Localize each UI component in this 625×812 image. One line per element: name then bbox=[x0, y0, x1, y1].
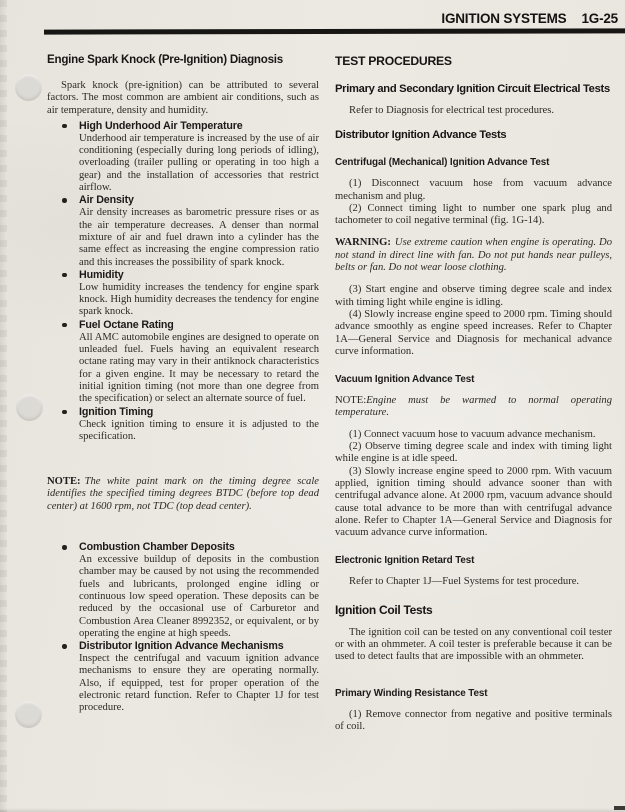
paragraph: Refer to Diagnosis for electrical test procedures. bbox=[349, 105, 555, 116]
step-paragraph: (3) Slowly increase engine speed to 2000 rpm. With vacuum applied, ignition timing should advance sooner than with centrifugal advance alone. At 2000 rpm, vacuum advance should cause total advance to be more than with centrifugal advance alone. Refer to Chapter 1A—General Service and Diagnosis for vacuum advance curve information. bbox=[335, 465, 612, 539]
torn-paper-edge bbox=[0, 0, 7, 812]
heading-vacuum-advance-test: Vacuum Ignition Advance Test bbox=[335, 374, 475, 386]
bullet-icon bbox=[62, 124, 67, 129]
step-paragraph: (1) Connect vacuum hose to vacuum advance mechanism. bbox=[349, 428, 596, 440]
step-paragraph: (3) Start engine and observe timing degree scale and index with timing light while engine is idling. bbox=[335, 284, 612, 308]
bullet-term: Ignition Timing bbox=[79, 405, 154, 418]
note-label: NOTE: bbox=[335, 395, 367, 407]
bullet-term: Combustion Chamber Deposits bbox=[79, 541, 235, 554]
bullet-icon bbox=[62, 198, 67, 203]
bullet-icon bbox=[62, 545, 67, 550]
list-item bbox=[79, 120, 319, 194]
warning-label: WARNING: bbox=[335, 237, 391, 249]
note-text: Engine must be warmed to normal operating temperature. bbox=[335, 395, 612, 419]
step-paragraph: (2) Observe timing degree scale and index with timing light while engine is at idle speed. bbox=[335, 441, 612, 465]
bullet-body: Underhood air temperature is increased by the use of air conditioning (especially during long periods of idling), overloading (trailer pulling or operating in too high a gear) and the installation of accessories that restrict airflow. bbox=[79, 132, 319, 194]
punch-hole bbox=[16, 394, 43, 421]
header-section-title: IGNITION SYSTEMS bbox=[441, 11, 567, 26]
heading-primary-winding-resistance-test: Primary Winding Resistance Test bbox=[335, 687, 488, 699]
heading-centrifugal-advance-test: Centrifugal (Mechanical) Ignition Advance Test bbox=[335, 157, 550, 169]
section-title-test-procedures: TEST PROCEDURES bbox=[335, 54, 452, 68]
bullet-term: Air Density bbox=[79, 194, 134, 207]
page-bottom-shadow bbox=[0, 808, 625, 812]
heading-electronic-retard-test: Electronic Ignition Retard Test bbox=[335, 555, 475, 567]
punch-hole bbox=[15, 74, 42, 101]
paragraph: The ignition coil can be tested on any conventional coil tester or with an ohmmeter. A coil tester is preferable because it can be used to detect faults that are impossible with an ohmmeter. bbox=[335, 626, 612, 663]
punch-hole bbox=[15, 701, 42, 728]
bullet-term: Fuel Octane Rating bbox=[79, 318, 174, 331]
section-title-spark-knock: Engine Spark Knock (Pre-Ignition) Diagnosis bbox=[47, 53, 283, 66]
bullet-body: Inspect the centrifugal and vacuum ignition advance mechanisms to ensure they are operating normally. Also, if equipped, test for proper operation of the electronic retard function. Refer to Chapter 1J for test procedure. bbox=[79, 653, 319, 714]
list-item bbox=[79, 541, 319, 640]
bullet-term: High Underhood Air Temperature bbox=[79, 119, 243, 132]
page-body bbox=[47, 52, 612, 806]
bullet-body: Low humidity increases the tendency for engine spark knock. High humidity decreases the tendency for engine spark knock. bbox=[79, 281, 319, 318]
left-column bbox=[47, 52, 319, 806]
bullet-icon bbox=[62, 273, 67, 278]
intro-paragraph: Spark knock (pre-ignition) can be attributed to several factors. The most common are ambient air conditions, such as air temperature, density and humidity. bbox=[47, 80, 319, 116]
bullet-term: Humidity bbox=[79, 268, 124, 281]
header-page-number: 1G-25 bbox=[581, 11, 618, 26]
list-item bbox=[79, 319, 319, 406]
paragraph: Refer to Chapter 1J—Fuel Systems for test procedure. bbox=[349, 576, 580, 588]
warning-paragraph bbox=[335, 237, 612, 274]
step-paragraph: (4) Slowly increase engine speed to 2000 rpm. Timing should advance smoothly as engine speed increases. Refer to Chapter 1A—General Service and Diagnosis for mechanical advance curve information. bbox=[335, 308, 612, 357]
header-rule bbox=[44, 28, 625, 34]
bullet-body: Air density increases as barometric pressure rises or as the air temperature decreases. A denser than normal mixture of air and fuel drawn into a cylinder has the same effect as increasing the engine compression ratio and this increases the possibility of spark knock. bbox=[79, 207, 319, 268]
step-paragraph: (1) Remove connector from negative and positive terminals of coil. bbox=[335, 708, 612, 732]
list-item bbox=[79, 269, 319, 319]
list-item bbox=[79, 194, 319, 268]
note-paragraph bbox=[335, 395, 612, 420]
bullet-body: Check ignition timing to ensure it is adjusted to the specification. bbox=[79, 418, 319, 442]
list-item bbox=[79, 406, 319, 444]
warning-text: Use extreme caution when engine is operating. Do not stand in direct line with fan. Do not put hands near pulleys, belts or fan. Do not wear loose clothing. bbox=[335, 237, 612, 274]
bullet-term: Distributor Ignition Advance Mechanisms bbox=[79, 640, 284, 653]
note-label: NOTE: bbox=[47, 476, 81, 488]
scan-corner-mark bbox=[614, 806, 625, 810]
bullet-icon bbox=[62, 644, 67, 649]
step-paragraph: (2) Connect timing light to number one spark plug and tachometer to coil negative terminal (fig. 1G-14). bbox=[335, 202, 612, 227]
bullet-icon bbox=[62, 323, 67, 328]
heading-primary-secondary-tests: Primary and Secondary Ignition Circuit Electrical Tests bbox=[335, 83, 610, 95]
list-item bbox=[79, 640, 319, 714]
bullet-body: An excessive buildup of deposits in the combustion chamber may be caused by not using the recommended fuels and lubricants, prolonged engine idling or continuous low speed operation. These deposits can be reduced by the occasional use of Carburetor and Combustion Area Cleaner 8992352, or equivalent, or by operating the engine at high speeds. bbox=[79, 554, 319, 639]
heading-distributor-advance-tests: Distributor Ignition Advance Tests bbox=[335, 129, 507, 142]
note-paragraph bbox=[47, 476, 319, 513]
right-column bbox=[335, 52, 612, 806]
bullet-icon bbox=[62, 410, 67, 415]
section-title-ignition-coil-tests: Ignition Coil Tests bbox=[335, 602, 433, 617]
page-header bbox=[441, 11, 618, 26]
bullet-body: All AMC automobile engines are designed to operate on unleaded fuel. Fuels having an equivalent research octane rating may vary in their antiknock characteristics for a given engine. It may be necessary to retard the initial ignition timing (not more than one degree from the specification) or select an alternate source of fuel. bbox=[79, 331, 319, 405]
step-paragraph: (1) Disconnect vacuum hose from vacuum advance mechanism and plug. bbox=[335, 178, 612, 202]
note-text: The white paint mark on the timing degree scale identifies the specified timing degrees BTDC (before top dead center) at 1600 rpm, not TDC (top dead center). bbox=[47, 476, 319, 512]
